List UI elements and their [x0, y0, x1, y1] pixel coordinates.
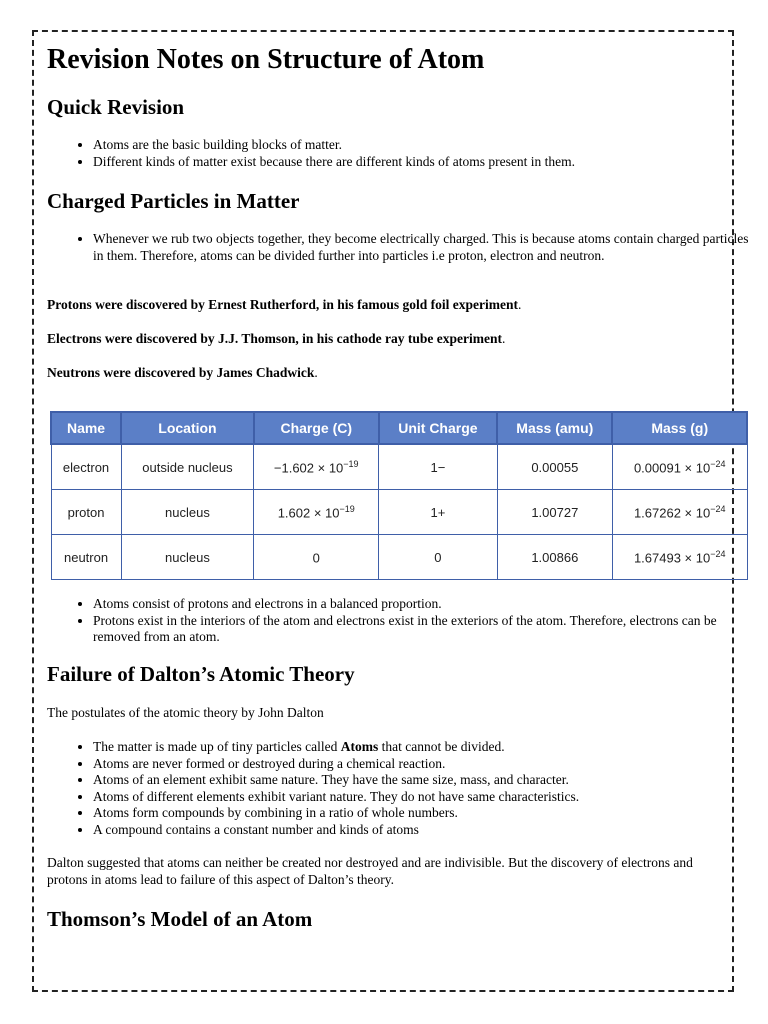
list-item: • Protons exist in the interiors of the atom and electrons exist in the exteriors of the atom. Therefore, electrons can be removed from an atom. — [93, 613, 753, 646]
col-mass-g: Mass (g) — [612, 412, 747, 444]
heading-dalton: Failure of Dalton’s Atomic Theory — [47, 662, 355, 686]
particles-table — [50, 411, 748, 580]
list-item: • Atoms are the basic building blocks of matter. — [93, 137, 753, 154]
list-item: • Atoms consist of protons and electrons in a balanced proportion. — [93, 596, 753, 613]
col-location: Location — [121, 412, 254, 444]
list-item: • Different kinds of matter exist because there are different kinds of atoms present in them. — [93, 154, 753, 171]
heading-charged-particles: Charged Particles in Matter — [47, 189, 300, 213]
list-item: • Atoms of different elements exhibit variant nature. They do not have same characteristics. — [93, 789, 753, 806]
list-item: • The matter is made up of tiny particles called Atoms that cannot be divided. — [93, 739, 753, 756]
table-header-row — [51, 412, 747, 444]
table-row: proton nucleus $1.602 \times 10^{-19}$ 1+ 1.00727 $1.67262 \times 10^{-24}$ — [51, 490, 747, 535]
list-item: • A compound contains a constant number and kinds of atoms — [93, 822, 753, 839]
after-table-list — [47, 596, 753, 646]
dalton-conclusion: Dalton suggested that atoms can neither be created nor destroyed and are indivisible. But the discovery of electrons and protons in atoms lead to failure of this aspect of Dalton’s theory. — [47, 855, 693, 887]
col-name: Name — [51, 412, 121, 444]
list-item: • Whenever we rub two objects together, they become electrically charged. This is because atoms contain charged particles in them. Therefore, atoms can be divided further into particles i.e proton, electron and neutron. — [93, 231, 753, 264]
list-item: • Atoms form compounds by combining in a ratio of whole numbers. — [93, 805, 753, 822]
electrons-note: Electrons were discovered by J.J. Thomson, in his cathode ray tube experiment. — [47, 331, 506, 346]
table-row: neutron nucleus 0 0 1.00866 $1.67493 \times 10^{-24}$ — [51, 535, 747, 580]
charged-list — [47, 231, 753, 264]
table-row: electron outside nucleus $-1.602 \times 10^{-19}$ 1− 0.00055 $0.00091 \times 10^{-24}$ — [51, 444, 747, 490]
col-mass-amu: Mass (amu) — [497, 412, 612, 444]
neutrons-note: Neutrons were discovered by James Chadwick. — [47, 365, 318, 380]
dalton-intro: The postulates of the atomic theory by John Dalton — [47, 705, 324, 720]
heading-thomson: Thomson’s Model of an Atom — [47, 907, 313, 931]
protons-note: Protons were discovered by Ernest Rutherford, in his famous gold foil experiment. — [47, 297, 522, 312]
heading-quick-revision: Quick Revision — [47, 95, 185, 119]
dalton-list — [47, 739, 753, 838]
list-item: • Atoms are never formed or destroyed during a chemical reaction. — [93, 756, 753, 773]
col-unit-charge: Unit Charge — [379, 412, 498, 444]
page-title: Revision Notes on Structure of Atom — [47, 44, 485, 75]
list-item: • Atoms of an element exhibit same nature. They have the same size, mass, and character. — [93, 772, 753, 789]
quick-revision-list — [47, 137, 753, 170]
col-charge: Charge (C) — [254, 412, 379, 444]
